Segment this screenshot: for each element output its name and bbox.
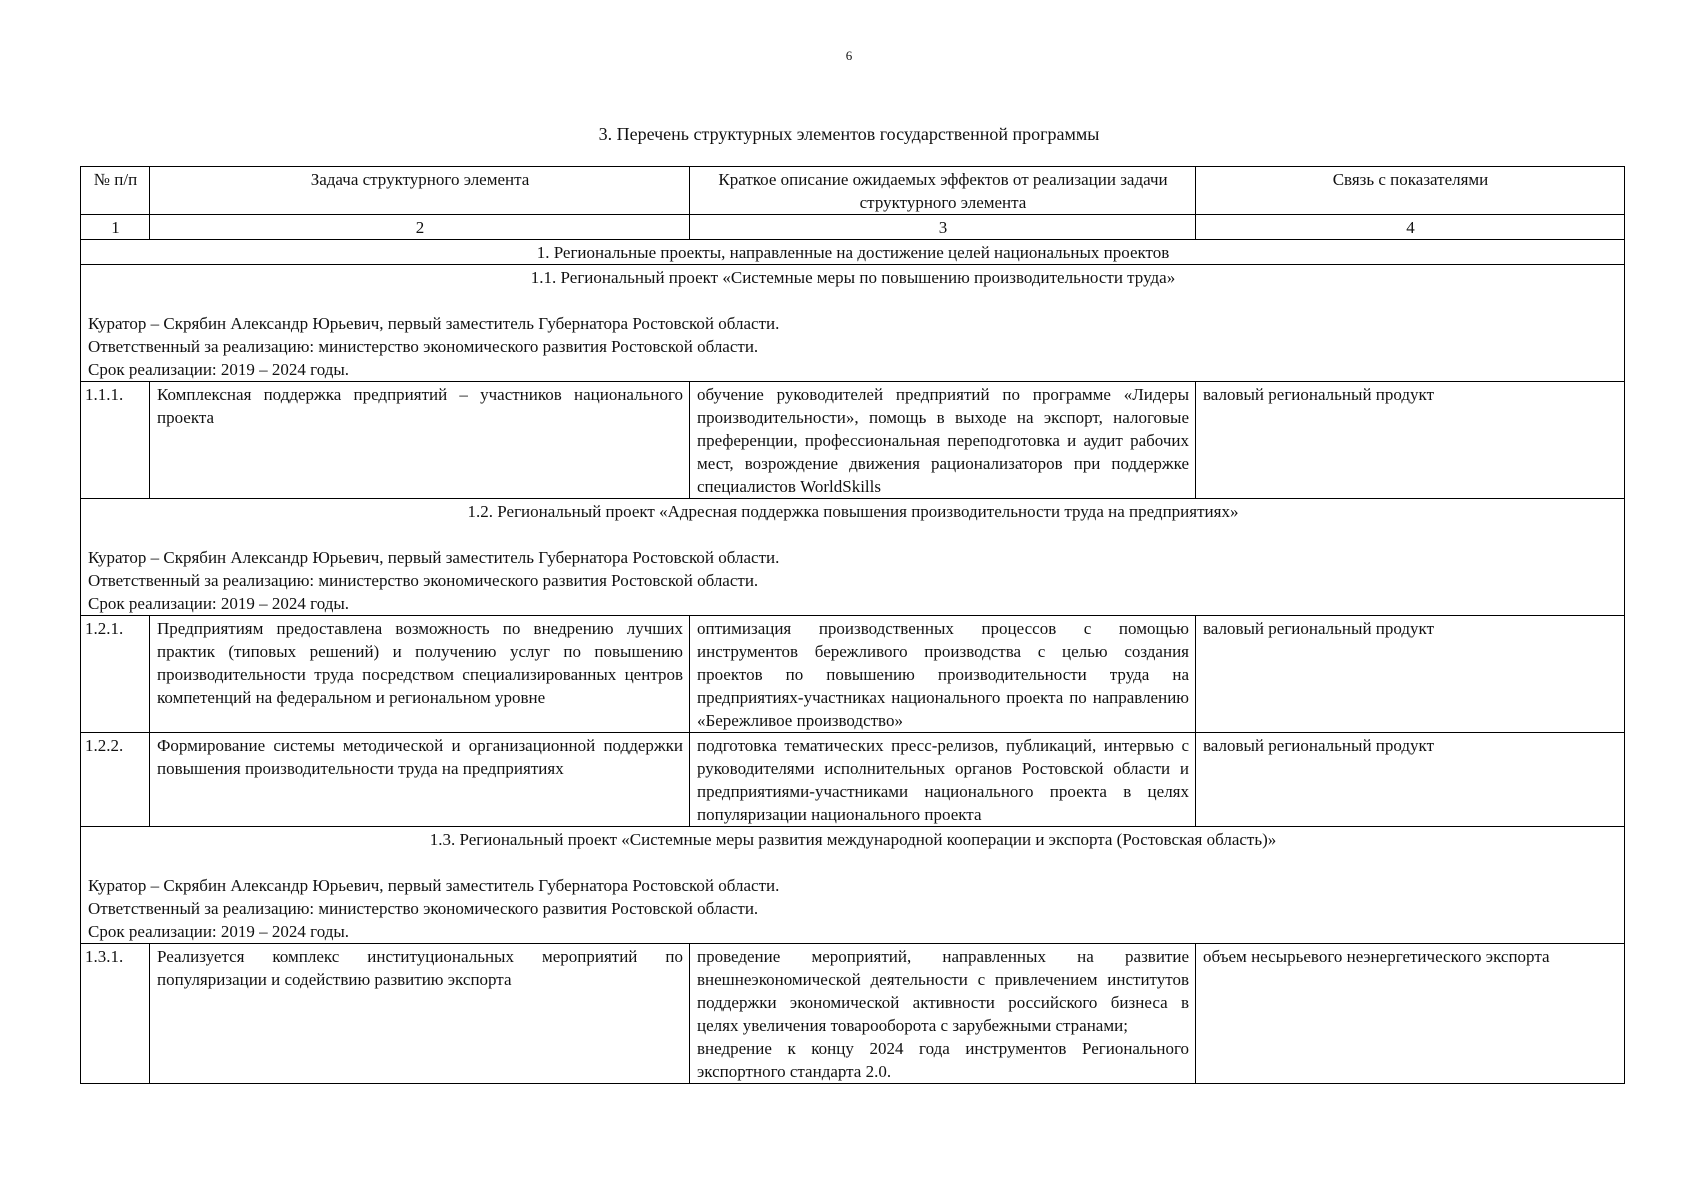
row-number: 1.2.1. — [81, 616, 150, 733]
project-curator: Куратор – Скрябин Александр Юрьевич, первый заместитель Губернатора Ростовской области. — [88, 314, 780, 333]
row-number: 1.1.1. — [81, 382, 150, 499]
row-effects: обучение руководителей предприятий по программе «Лидеры производительности», помощь в выходе на экспорт, налоговые преференции, профессиональная переподготовка и аудит рабочих мест, возрождение движения рационализаторов при поддержке специалистов WorldSkills — [690, 382, 1196, 499]
row-task: Комплексная поддержка предприятий – участников национального проекта — [150, 382, 690, 499]
table-row — [81, 616, 1625, 733]
row-task: Предприятиям предоставлена возможность по внедрению лучших практик (типовых решений) и получению услуг по повышению производительности труда посредством специализированных центров компетенций на федеральном и региональном уровне — [150, 616, 690, 733]
document-title: 3. Перечень структурных элементов государственной программы — [598, 124, 1100, 144]
project-responsible: Ответственный за реализацию: министерство экономического развития Ростовской области. — [88, 571, 759, 590]
header-cell-indicators: Связь с показателями — [1196, 167, 1625, 215]
row-effects: оптимизация производственных процессов с помощью инструментов бережливого производства с целью создания проектов по повышению производительности труда на предприятиях-участниках национального проекта по направлению «Бережливое производство» — [690, 616, 1196, 733]
row-number: 1.2.2. — [81, 733, 150, 827]
table-row — [81, 733, 1625, 827]
section-title-row — [81, 240, 1625, 265]
header-cell-number: № п/п — [81, 167, 150, 215]
project-term: Срок реализации: 2019 – 2024 годы. — [88, 922, 350, 941]
row-effects-cell — [690, 944, 1196, 1084]
column-number-cell: 3 — [690, 215, 1196, 240]
structural-elements-table — [80, 166, 1625, 1084]
table-row — [81, 944, 1625, 1084]
column-number-cell: 4 — [1196, 215, 1625, 240]
row-indicator: объем несырьевого неэнергетического экспорта — [1196, 944, 1625, 1084]
project-responsible: Ответственный за реализацию: министерство экономического развития Ростовской области. — [88, 337, 759, 356]
project-term: Срок реализации: 2019 – 2024 годы. — [88, 360, 350, 379]
column-number-cell: 1 — [81, 215, 150, 240]
row-task: Реализуется комплекс институциональных мероприятий по популяризации и содействию развитию экспорта — [150, 944, 690, 1084]
table-header-row — [81, 167, 1625, 215]
project-header-row — [81, 499, 1625, 616]
project-header-cell — [81, 265, 1625, 382]
project-header-cell — [81, 499, 1625, 616]
row-effects: подготовка тематических пресс-релизов, публикаций, интервью с руководителями исполнительных органов Ростовской области и предприятиями-участниками национального проекта в целях популяризации национального проекта — [690, 733, 1196, 827]
project-header-cell — [81, 827, 1625, 944]
header-cell-task: Задача структурного элемента — [150, 167, 690, 215]
row-number: 1.3.1. — [81, 944, 150, 1084]
column-number-cell: 2 — [150, 215, 690, 240]
row-task: Формирование системы методической и организационной поддержки повышения производительности труда на предприятиях — [150, 733, 690, 827]
section-title: 1. Региональные проекты, направленные на достижение целей национальных проектов — [81, 240, 1625, 265]
project-header-row — [81, 827, 1625, 944]
project-term: Срок реализации: 2019 – 2024 годы. — [88, 594, 350, 613]
project-title: 1.3. Региональный проект «Системные меры развития международной кооперации и экспорта (Ростовская область)» — [429, 830, 1277, 849]
row-effects-continued: внедрение к концу 2024 года инструментов Регионального экспортного стандарта 2.0. — [697, 1039, 1189, 1081]
column-number-row — [81, 215, 1625, 240]
project-responsible: Ответственный за реализацию: министерство экономического развития Ростовской области. — [88, 899, 759, 918]
row-effects: проведение мероприятий, направленных на развитие внешнеэкономической деятельности с привлечением институтов поддержки экономической активности российского бизнеса в целях увеличения товарооборота с зарубежными странами; — [697, 947, 1189, 1035]
header-cell-effects: Краткое описание ожидаемых эффектов от реализации задачи структурного элемента — [690, 167, 1196, 215]
row-indicator: валовый региональный продукт — [1196, 616, 1625, 733]
project-curator: Куратор – Скрябин Александр Юрьевич, первый заместитель Губернатора Ростовской области. — [88, 876, 780, 895]
project-title: 1.2. Региональный проект «Адресная поддержка повышения производительности труда на предприятиях» — [467, 502, 1239, 521]
row-indicator: валовый региональный продукт — [1196, 733, 1625, 827]
table-row — [81, 382, 1625, 499]
row-indicator: валовый региональный продукт — [1196, 382, 1625, 499]
project-header-row — [81, 265, 1625, 382]
page-number: 6 — [845, 48, 853, 63]
project-curator: Куратор – Скрябин Александр Юрьевич, первый заместитель Губернатора Ростовской области. — [88, 548, 780, 567]
project-title: 1.1. Региональный проект «Системные меры по повышению производительности труда» — [530, 268, 1176, 287]
